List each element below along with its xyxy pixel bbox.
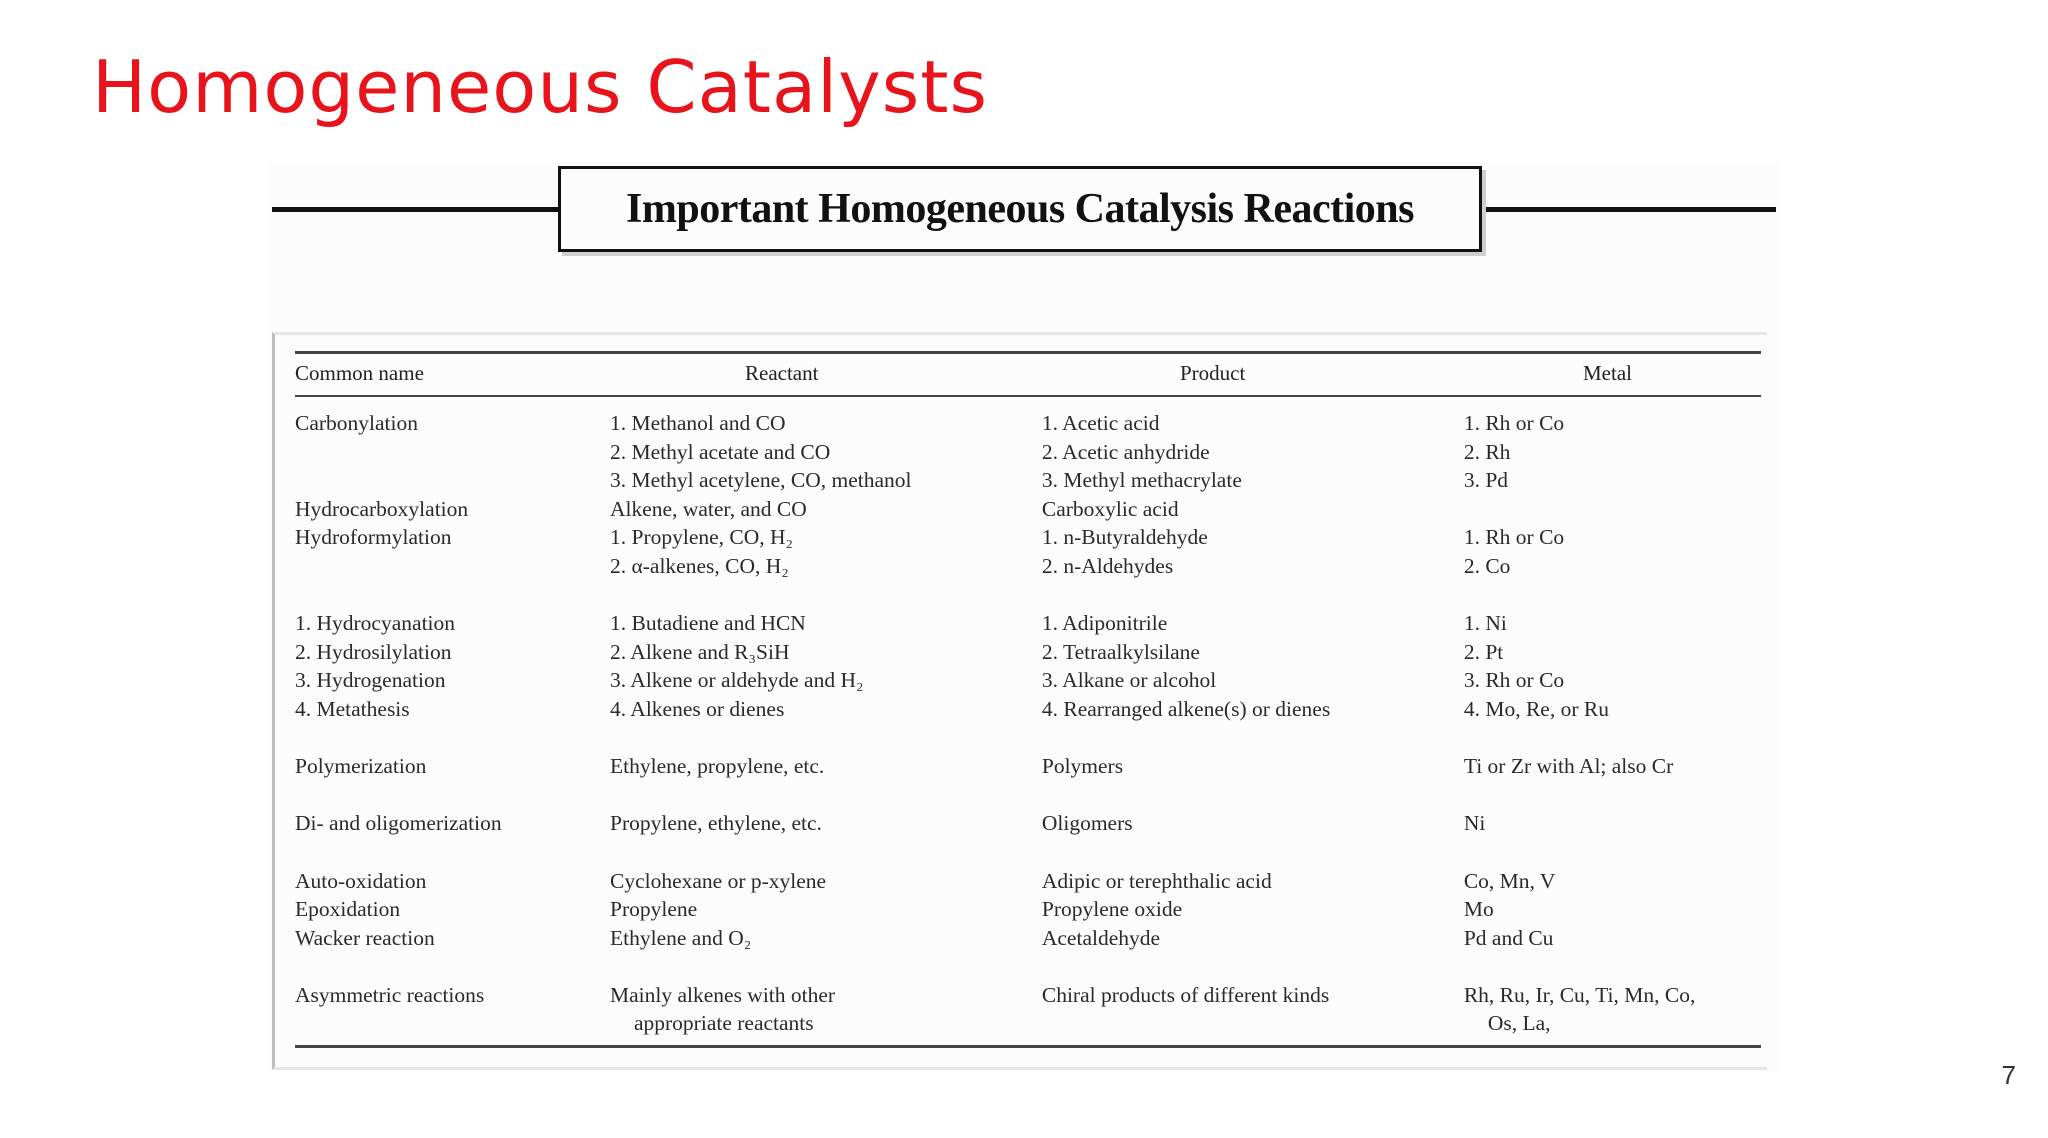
cell-line: Mo	[1463, 897, 1494, 922]
cell-product	[1042, 609, 1464, 723]
cell-product	[1042, 752, 1464, 781]
cell-line: 4. Rearranged alkene(s) or dienes	[1041, 696, 1331, 721]
cell-line: Pd and Cu	[1463, 925, 1554, 950]
cell-line: Auto-oxidation	[295, 868, 427, 893]
cell-product	[1042, 981, 1464, 1038]
cell-line: Co, Mn, V	[1463, 868, 1556, 893]
reactions-table	[272, 332, 1767, 1070]
cell-line: 2. Tetraalkylsilane	[1041, 639, 1200, 664]
cell-line: 2. α-alkenes, CO, H₂	[609, 553, 789, 578]
cell-line: 2. Co	[1463, 553, 1511, 578]
table-header-row	[295, 361, 1761, 391]
cell-product	[1042, 867, 1464, 953]
cell-product	[1042, 495, 1464, 524]
cell-product	[1042, 409, 1464, 495]
cell-line: 3. Alkane or alcohol	[1041, 668, 1217, 693]
cell-name	[295, 609, 610, 723]
table-row	[295, 609, 1761, 723]
cell-line: 4. Metathesis	[295, 696, 410, 721]
cell-line: 4. Alkenes or dienes	[609, 696, 785, 721]
cell-line: Carbonylation	[295, 411, 419, 435]
cell-reactant	[610, 981, 1042, 1038]
cell-line: 2. Rh	[1463, 439, 1511, 464]
cell-line: 1. Ni	[1463, 611, 1507, 636]
cell-name	[295, 752, 610, 781]
cell-reactant	[610, 495, 1042, 524]
cell-line: 4. Mo, Re, or Ru	[1463, 696, 1609, 721]
header-metal: Metal	[1583, 361, 1632, 385]
cell-metal	[1464, 981, 1761, 1038]
cell-line: 2. Pt	[1463, 639, 1504, 664]
cell-line: 1. Adiponitrile	[1041, 611, 1168, 636]
cell-line: 3. Rh or Co	[1463, 668, 1565, 693]
cell-line: 1. Rh or Co	[1463, 525, 1565, 550]
cell-line: Alkene, water, and CO	[609, 496, 807, 521]
cell-metal	[1464, 867, 1761, 953]
cell-metal	[1464, 409, 1761, 495]
cell-line: Hydroformylation	[295, 525, 452, 550]
cell-reactant	[610, 752, 1042, 781]
cell-line: Epoxidation	[295, 897, 401, 922]
table-row	[295, 495, 1761, 524]
cell-line: 1. Rh or Co	[1463, 411, 1565, 435]
table-bottom-rule	[295, 1045, 1761, 1048]
cell-line: Os, La,	[1487, 1011, 1551, 1036]
cell-line: 3. Methyl acetylene, CO, methanol	[609, 468, 912, 493]
row-spacer	[295, 581, 1761, 610]
cell-line: 2. Methyl acetate and CO	[609, 439, 831, 464]
row-spacer	[295, 724, 1761, 753]
cell-line: Rh, Ru, Ir, Cu, Ti, Mn, Co,	[1463, 982, 1696, 1007]
cell-line: Ethylene, propylene, etc.	[609, 754, 825, 779]
cell-reactant	[610, 867, 1042, 953]
cell-line: 3. Alkene or aldehyde and H₂	[609, 668, 864, 693]
cell-name	[295, 981, 610, 1038]
cell-line: Carboxylic acid	[1041, 496, 1179, 521]
cell-line: 3. Pd	[1463, 468, 1509, 493]
cell-line: Asymmetric reactions	[295, 982, 485, 1007]
cell-reactant	[610, 809, 1042, 838]
cell-line: Mainly alkenes with other	[609, 982, 836, 1007]
cell-metal	[1464, 609, 1761, 723]
cell-reactant	[610, 409, 1042, 495]
cell-line: 3. Hydrogenation	[295, 668, 446, 693]
cell-line	[1464, 495, 1761, 524]
cell-name	[295, 809, 610, 838]
table-top-rule	[295, 351, 1761, 354]
cell-metal	[1464, 523, 1761, 580]
cell-line: Polymerization	[295, 754, 427, 779]
table-body	[295, 409, 1761, 1038]
page-number: 7	[2001, 1060, 2016, 1090]
cell-name	[295, 867, 610, 953]
cell-line: 1. Propylene, CO, H₂	[609, 525, 794, 550]
cell-line: appropriate reactants	[633, 1011, 814, 1036]
cell-line: Hydrocarboxylation	[295, 496, 469, 521]
table-row	[295, 752, 1761, 781]
cell-line: 2. Hydrosilylation	[295, 639, 452, 664]
cell-line: Oligomers	[1041, 811, 1133, 836]
cell-line: 1. Hydrocyanation	[295, 611, 456, 636]
row-spacer	[295, 952, 1761, 981]
cell-line: 2. Alkene and R₃SiH	[609, 639, 790, 664]
cell-line: 3. Methyl methacrylate	[1041, 468, 1242, 493]
table-row	[295, 981, 1761, 1038]
cell-line: 1. Butadiene and HCN	[609, 611, 806, 636]
cell-metal	[1464, 495, 1761, 524]
cell-line: Chiral products of different kinds	[1041, 982, 1330, 1007]
table-row	[295, 523, 1761, 580]
row-spacer	[295, 838, 1761, 867]
cell-reactant	[610, 523, 1042, 580]
table-row	[295, 809, 1761, 838]
banner-title: Important Homogeneous Catalysis Reactions	[626, 186, 1414, 232]
cell-name	[295, 495, 610, 524]
cell-line: Propylene	[609, 897, 698, 922]
cell-line: Ni	[1463, 811, 1486, 836]
cell-line: 1. n-Butyraldehyde	[1041, 525, 1208, 550]
cell-line: Acetaldehyde	[1041, 925, 1161, 950]
cell-product	[1042, 809, 1464, 838]
cell-line: 2. Acetic anhydride	[1041, 439, 1210, 464]
cell-line: 1. Methanol and CO	[609, 411, 786, 435]
header-product: Product	[1180, 361, 1246, 385]
cell-reactant	[610, 609, 1042, 723]
banner-box	[558, 166, 1482, 252]
table-row	[295, 867, 1761, 953]
cell-line: 2. n-Aldehydes	[1041, 553, 1174, 578]
cell-line: Ethylene and O₂	[609, 925, 752, 950]
cell-line: Propylene oxide	[1041, 897, 1183, 922]
cell-product	[1042, 523, 1464, 580]
cell-line: Adipic or terephthalic acid	[1041, 868, 1272, 893]
cell-name	[295, 523, 610, 580]
cell-line: 1. Acetic acid	[1041, 411, 1160, 435]
slide-title: Homogeneous Catalysts	[92, 45, 989, 129]
cell-metal	[1464, 752, 1761, 781]
header-common-name: Common name	[295, 361, 424, 385]
row-spacer	[295, 781, 1761, 810]
table-row	[295, 409, 1761, 495]
table-header-rule	[295, 395, 1761, 397]
cell-line: Wacker reaction	[295, 925, 435, 950]
cell-line: Propylene, ethylene, etc.	[609, 811, 822, 836]
cell-name	[295, 409, 610, 495]
cell-line: Cyclohexane or p-xylene	[609, 868, 827, 893]
cell-metal	[1464, 809, 1761, 838]
cell-line: Di- and oligomerization	[295, 811, 502, 836]
table-figure	[268, 164, 1780, 1072]
cell-line: Ti or Zr with Al; also Cr	[1463, 754, 1674, 779]
header-reactant: Reactant	[745, 361, 819, 385]
cell-line: Polymers	[1041, 754, 1124, 779]
